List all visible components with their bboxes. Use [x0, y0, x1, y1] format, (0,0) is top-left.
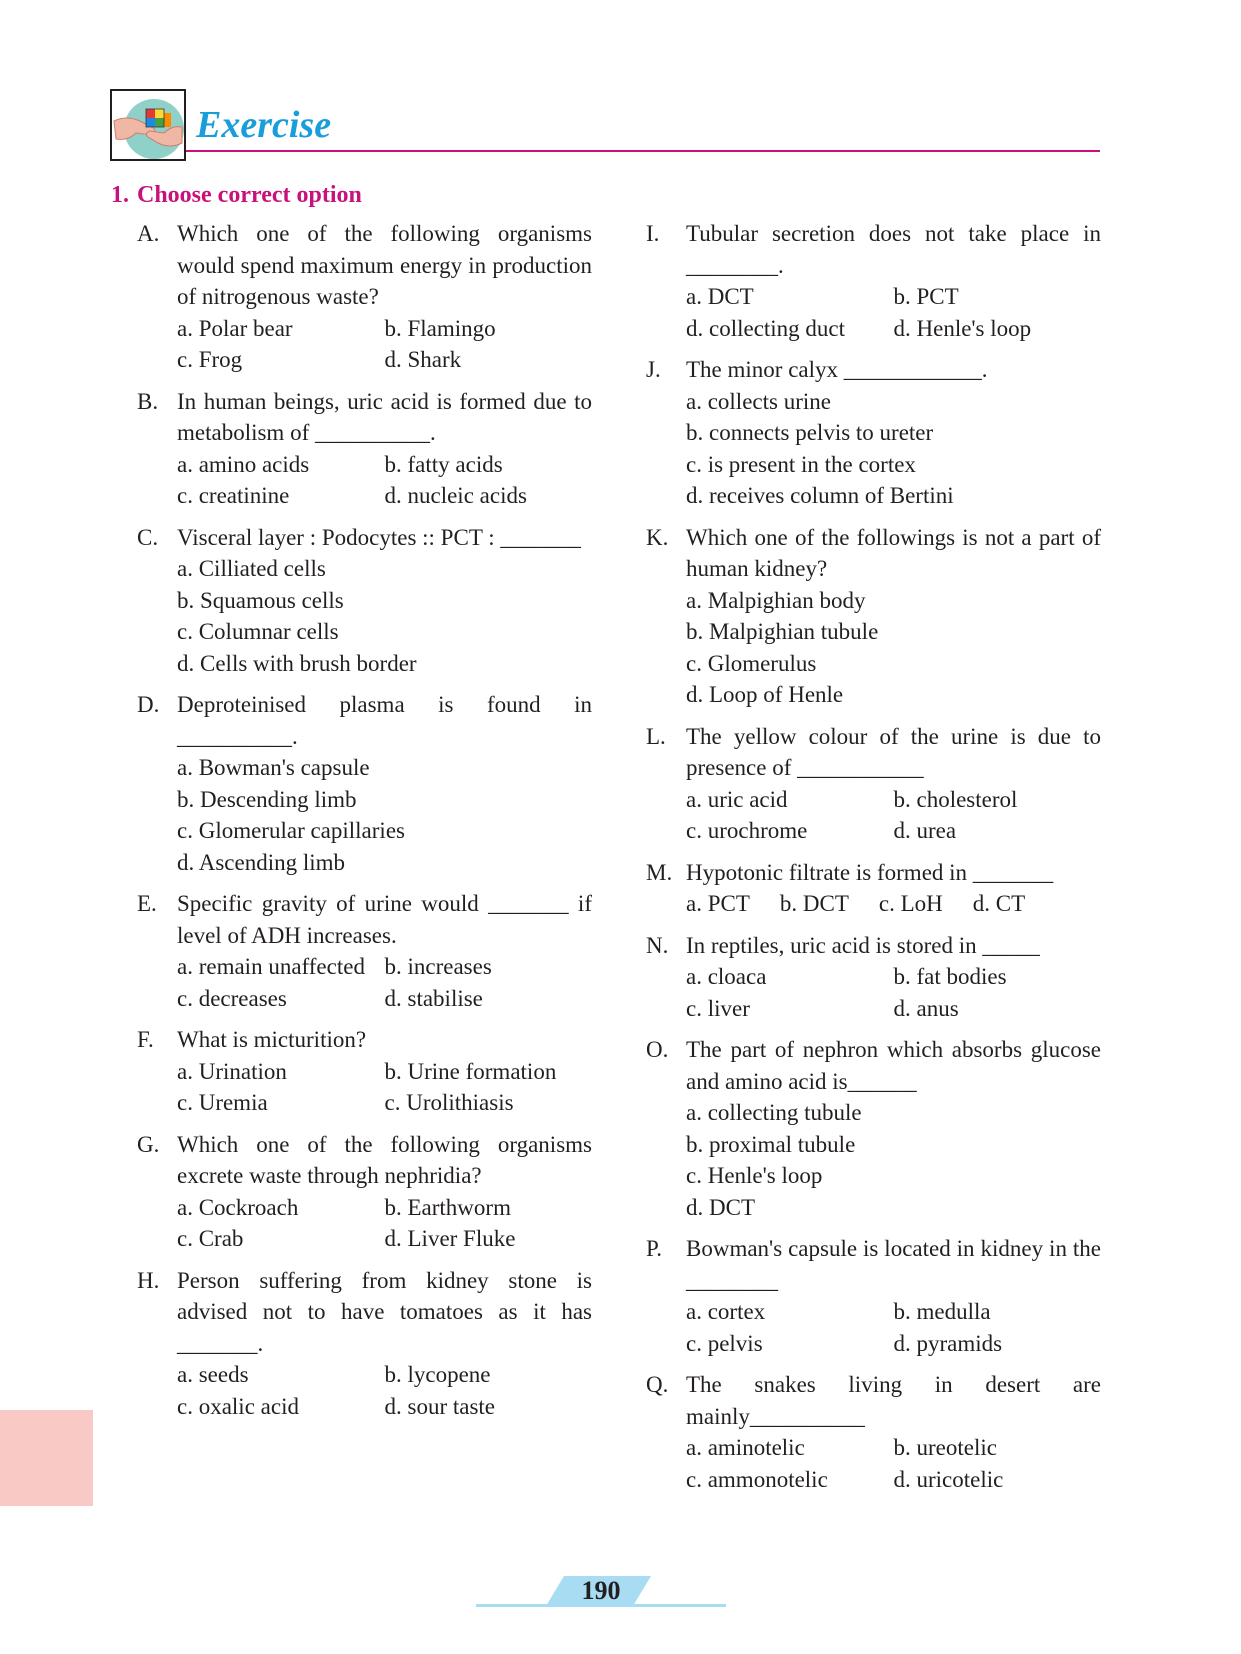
left-question-column — [137, 218, 592, 1432]
question-text: The minor calyx ____________. — [686, 357, 988, 382]
question-letter: D. — [137, 692, 160, 717]
question-c — [137, 522, 592, 680]
answer-option: c. decreases — [177, 985, 287, 1011]
answer-option: b. Urine formation — [384, 1058, 557, 1084]
answer-option: d. Shark — [384, 347, 462, 372]
answer-option: a. cloaca — [686, 964, 767, 989]
answer-options — [686, 1296, 1101, 1359]
answer-option: b. medulla — [893, 1299, 991, 1324]
question-letter: O. — [646, 1037, 669, 1062]
page-number-footer — [476, 1574, 726, 1614]
answer-option: b. Earthworm — [384, 1194, 511, 1220]
question-i — [646, 218, 1101, 344]
answer-option: a. Cilliated cells — [177, 556, 326, 581]
answer-option: a. collecting tubule — [686, 1100, 862, 1125]
answer-option: b. Flamingo — [384, 315, 496, 341]
question-letter: B. — [137, 388, 159, 414]
answer-option: a. PCT — [686, 891, 750, 916]
answer-option: b. lycopene — [384, 1362, 491, 1387]
answer-option: a. Cockroach — [177, 1194, 299, 1220]
answer-option: c. LoH — [878, 891, 943, 916]
answer-option: d. pyramids — [893, 1330, 1003, 1356]
question-n — [646, 930, 1101, 1025]
question-letter: I. — [646, 221, 660, 246]
answer-option: d. Cells with brush border — [177, 650, 417, 676]
answer-options — [177, 752, 592, 878]
exercise-header — [110, 89, 1100, 165]
answer-option: d. Liver Fluke — [384, 1226, 516, 1251]
question-text: Which one of the followings is not a part of human kidney? — [686, 524, 1101, 581]
answer-options — [686, 585, 1101, 711]
answer-option: d. Ascending limb — [177, 849, 346, 875]
answer-option: b. ureotelic — [893, 1435, 997, 1460]
answer-options — [177, 1192, 592, 1255]
answer-option: c. is present in the cortex — [686, 451, 916, 477]
answer-options — [177, 449, 592, 512]
question-text: Visceral layer : Podocytes :: PCT : _______ — [177, 524, 581, 550]
answer-option: d. anus — [893, 995, 959, 1021]
answer-option: a. aminotelic — [686, 1435, 805, 1460]
question-k — [646, 522, 1101, 711]
answer-option: d. Loop of Henle — [686, 682, 844, 707]
section-number: 1. — [111, 182, 129, 208]
answer-option: d. sour taste — [384, 1393, 496, 1419]
question-text: Which one of the following organisms excrete waste through nephridia? — [177, 1131, 592, 1188]
question-letter: M. — [646, 859, 673, 885]
answer-option: a. DCT — [686, 284, 754, 309]
answer-option: b. DCT — [779, 891, 849, 916]
question-b — [137, 386, 592, 512]
answer-option: b. Malpighian tubule — [686, 619, 879, 644]
question-letter: A. — [137, 221, 160, 246]
answer-option: d. stabilise — [384, 985, 483, 1011]
answer-options — [177, 1056, 592, 1119]
question-h — [137, 1265, 592, 1423]
answer-option: a. remain unaffected — [177, 954, 365, 979]
answer-option: b. PCT — [893, 284, 959, 309]
answer-option: b. Descending limb — [177, 786, 357, 812]
question-text: Tubular secretion does not take place in ________. — [686, 221, 1101, 278]
answer-options — [177, 951, 592, 1014]
answer-options — [177, 1359, 592, 1422]
answer-option: b. fat bodies — [893, 964, 1007, 989]
answer-option: b. cholesterol — [893, 786, 1018, 812]
answer-option: b. fatty acids — [384, 451, 503, 477]
question-e — [137, 888, 592, 1014]
answer-option: a. uric acid — [686, 786, 788, 812]
answer-option: c. Columnar cells — [177, 619, 339, 644]
answer-option: d. DCT — [686, 1194, 755, 1220]
question-g — [137, 1129, 592, 1255]
answer-option: c. Urolithiasis — [384, 1090, 514, 1115]
answer-option: c. pelvis — [686, 1330, 763, 1356]
question-letter: J. — [646, 357, 661, 382]
answer-option: d. uricotelic — [893, 1466, 1004, 1492]
answer-option: a. Polar bear — [177, 315, 293, 341]
question-letter: N. — [646, 932, 669, 958]
answer-option: d. Henle's loop — [893, 315, 1032, 341]
answer-option: c. oxalic acid — [177, 1393, 299, 1419]
answer-option: a. collects urine — [686, 388, 831, 414]
question-letter: Q. — [646, 1372, 669, 1397]
answer-options — [177, 553, 592, 679]
answer-options — [686, 1097, 1101, 1223]
question-l — [646, 721, 1101, 847]
right-question-column — [646, 218, 1101, 1505]
question-text: Deproteinised plasma is found in __________. — [177, 692, 592, 749]
answer-options — [686, 961, 1101, 1024]
answer-option: d. receives column of Bertini — [686, 483, 954, 508]
answer-options — [177, 313, 592, 376]
question-letter: K. — [646, 524, 669, 550]
answer-options — [686, 784, 1101, 847]
answer-option: c. Henle's loop — [686, 1163, 823, 1188]
question-a — [137, 218, 592, 376]
question-text: Specific gravity of urine would _______ if level of ADH increases. — [177, 891, 592, 948]
answer-option: b. Squamous cells — [177, 587, 344, 613]
hands-with-cubes-icon — [110, 89, 186, 161]
question-p — [646, 1233, 1101, 1359]
question-text: The snakes living in desert are mainly__________ — [686, 1372, 1101, 1429]
answer-option: a. Malpighian body — [686, 587, 866, 613]
title-underline — [186, 150, 1100, 152]
question-letter: F. — [137, 1027, 154, 1052]
answer-option: c. Glomerulus — [686, 650, 817, 676]
page-number: 190 — [581, 1576, 621, 1605]
answer-option: c. urochrome — [686, 818, 808, 843]
question-text: Which one of the following organisms would spend maximum energy in production of nitrogenous waste? — [177, 221, 592, 309]
answer-option: c. liver — [686, 995, 750, 1021]
question-letter: H. — [137, 1267, 160, 1293]
answer-option: d. urea — [893, 818, 957, 843]
answer-option: c. Glomerular capillaries — [177, 818, 405, 843]
answer-option: b. increases — [384, 954, 492, 979]
answer-option: d. collecting duct — [686, 315, 846, 341]
section-heading — [111, 182, 362, 209]
question-text: The yellow colour of the urine is due to presence of ___________ — [686, 723, 1101, 780]
answer-option: b. connects pelvis to ureter — [686, 420, 934, 445]
question-letter: C. — [137, 524, 159, 550]
answer-option: a. Bowman's capsule — [177, 755, 370, 780]
question-m — [646, 857, 1101, 920]
question-text: Person suffering from kidney stone is advised not to have tomatoes as it has _______. — [177, 1267, 592, 1356]
side-tab — [0, 1410, 93, 1506]
question-text: The part of nephron which absorbs glucose and amino acid is______ — [686, 1037, 1101, 1094]
question-letter: G. — [137, 1131, 160, 1157]
answer-option: c. ammonotelic — [686, 1466, 828, 1492]
question-j — [646, 354, 1101, 512]
answer-options — [686, 281, 1101, 344]
answer-option: a. Urination — [177, 1058, 287, 1084]
answer-options — [686, 888, 1101, 920]
answer-option: a. amino acids — [177, 451, 310, 477]
answer-option: c. Crab — [177, 1226, 244, 1251]
answer-option: c. Uremia — [177, 1090, 268, 1115]
question-text: What is micturition? — [177, 1027, 367, 1052]
question-d — [137, 689, 592, 878]
question-text: Hypotonic filtrate is formed in _______ — [686, 859, 1054, 885]
answer-option: d. nucleic acids — [384, 483, 527, 508]
question-letter: P. — [646, 1236, 662, 1261]
question-text: In human beings, uric acid is formed due to metabolism of __________. — [177, 388, 592, 445]
answer-option: a. cortex — [686, 1299, 766, 1324]
question-text: In reptiles, uric acid is stored in _____ — [686, 932, 1040, 958]
question-q — [646, 1369, 1101, 1495]
question-f — [137, 1024, 592, 1119]
answer-option: c. Frog — [177, 347, 243, 372]
answer-option: a. seeds — [177, 1362, 249, 1387]
answer-options — [686, 1432, 1101, 1495]
answer-option: b. proximal tubule — [686, 1131, 856, 1157]
section-title: Choose correct option — [137, 182, 362, 208]
answer-options — [686, 386, 1101, 512]
question-o — [646, 1034, 1101, 1223]
question-letter: L. — [646, 723, 666, 749]
question-text: Bowman's capsule is located in kidney in the ________ — [686, 1236, 1101, 1293]
exercise-title: Exercise — [196, 104, 332, 146]
answer-option: d. CT — [972, 891, 1026, 916]
answer-option: c. creatinine — [177, 483, 290, 508]
question-letter: E. — [137, 891, 157, 916]
